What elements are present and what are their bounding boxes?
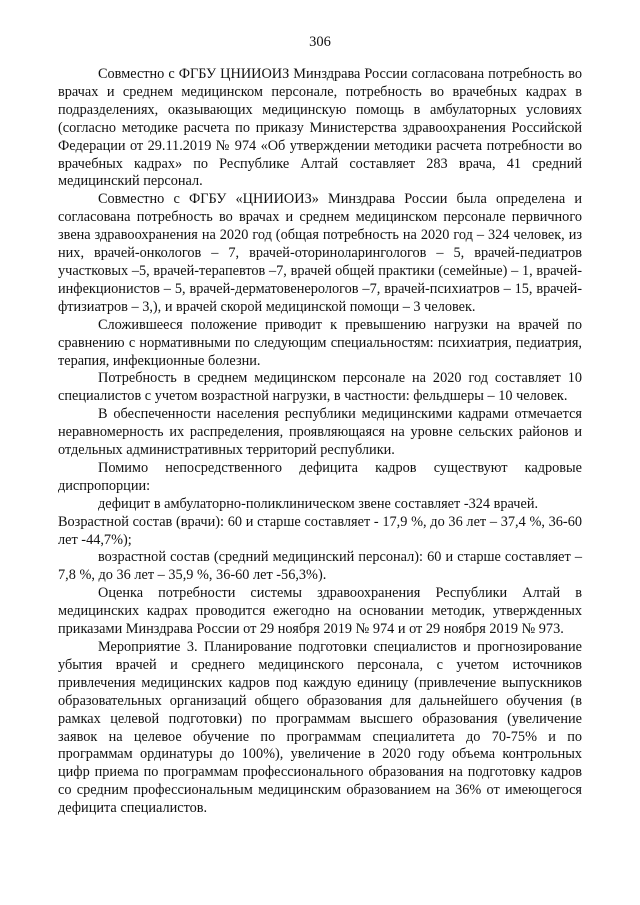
paragraph: возрастной состав (средний медицинский персонал): 60 и старше составляет – 7,8 %, до 36 лет – 35,9 %, 36-60 лет -56,3%).: [58, 549, 582, 584]
paragraph: Оценка потребности системы здравоохранения Республики Алтай в медицинских кадрах проводится ежегодно на основании методик, утвержденных приказами Минздрава России от 29 ноября 2019 № 974 и от 29 ноября 2019 № 973.: [58, 585, 582, 638]
paragraph: В обеспеченности населения республики медицинскими кадрами отмечается неравномерность их распределения, проявляющаяся на уровне сельских районов и отдельных административных территорий республики.: [58, 406, 582, 459]
paragraph: Мероприятие 3. Планирование подготовки специалистов и прогнозирование убытия врачей и среднего медицинского персонала, с учетом источников привлечения медицинских кадров под каждую единицу (привлечение выпускников образовательных организаций общего образования для дальнейшего обучения (в рамках целевой подготовки) по программам высшего образования (увеличение заявок на целевое обучение по программам специалитета до 70-75% и по программам ординатуры до 100%), увеличение в 2020 году объема контрольных цифр приема по программам профессионального образования на подготовку кадров со средним профессиональным медицинским образованием на 36% от имеющегося дефицита специалистов.: [58, 639, 582, 817]
paragraph: Возрастной состав (врачи): 60 и старше составляет - 17,9 %, до 36 лет – 37,4 %, 36-60 лет -44,7%);: [58, 513, 582, 548]
paragraph: Помимо непосредственного дефицита кадров существуют кадровые диспропорции:: [58, 459, 582, 494]
paragraph: Потребность в среднем медицинском персонале на 2020 год составляет 10 специалистов с учетом возрастной нагрузки, в частности: фельдшеры – 10 человек.: [58, 370, 582, 405]
paragraph: Сложившееся положение приводит к превышению нагрузки на врачей по сравнению с нормативными по следующим специальностям: психиатрия, педиатрия, терапия, инфекционные болезни.: [58, 316, 582, 369]
paragraph: дефицит в амбулаторно-поликлиническом звене составляет -324 врачей.: [98, 495, 539, 512]
document-body: [58, 66, 582, 818]
paragraph: Совместно с ФГБУ ЦНИИОИЗ Минздрава России согласована потребность во врачах и среднем медицинском персонале, потребность во врачебных кадрах в подразделениях, оказывающих медицинскую помощь в амбулаторных условиях (согласно методике расчета по приказу Министерства здравоохранения Российской Федерации от 29.11.2019 № 974 «Об утверждении методики расчета потребности во врачебных кадрах» по Республике Алтай составляет 283 врача, 41 средний медицинский персонал.: [58, 66, 582, 190]
paragraph: Совместно с ФГБУ «ЦНИИОИЗ» Минздрава России была определена и согласована потребность во врачах и среднем медицинском персонале первичного звена здравоохранения на 2020 год (общая потребность на 2020 год – 324 человек, из них, врачей-онкологов – 7, врачей-оториноларингологов – 5, врачей-педиатров участковых –5, врачей-терапевтов –7, врачей общей практики (семейные) – 1, врачей-инфекционистов – 5, врачей-дерматовенерологов –7, врачей-психиатров – 15, врачей-фтизиатров – 3,), и врачей скорой медицинской помощи – 3 человек.: [58, 191, 582, 315]
page-number: 306: [309, 34, 331, 50]
